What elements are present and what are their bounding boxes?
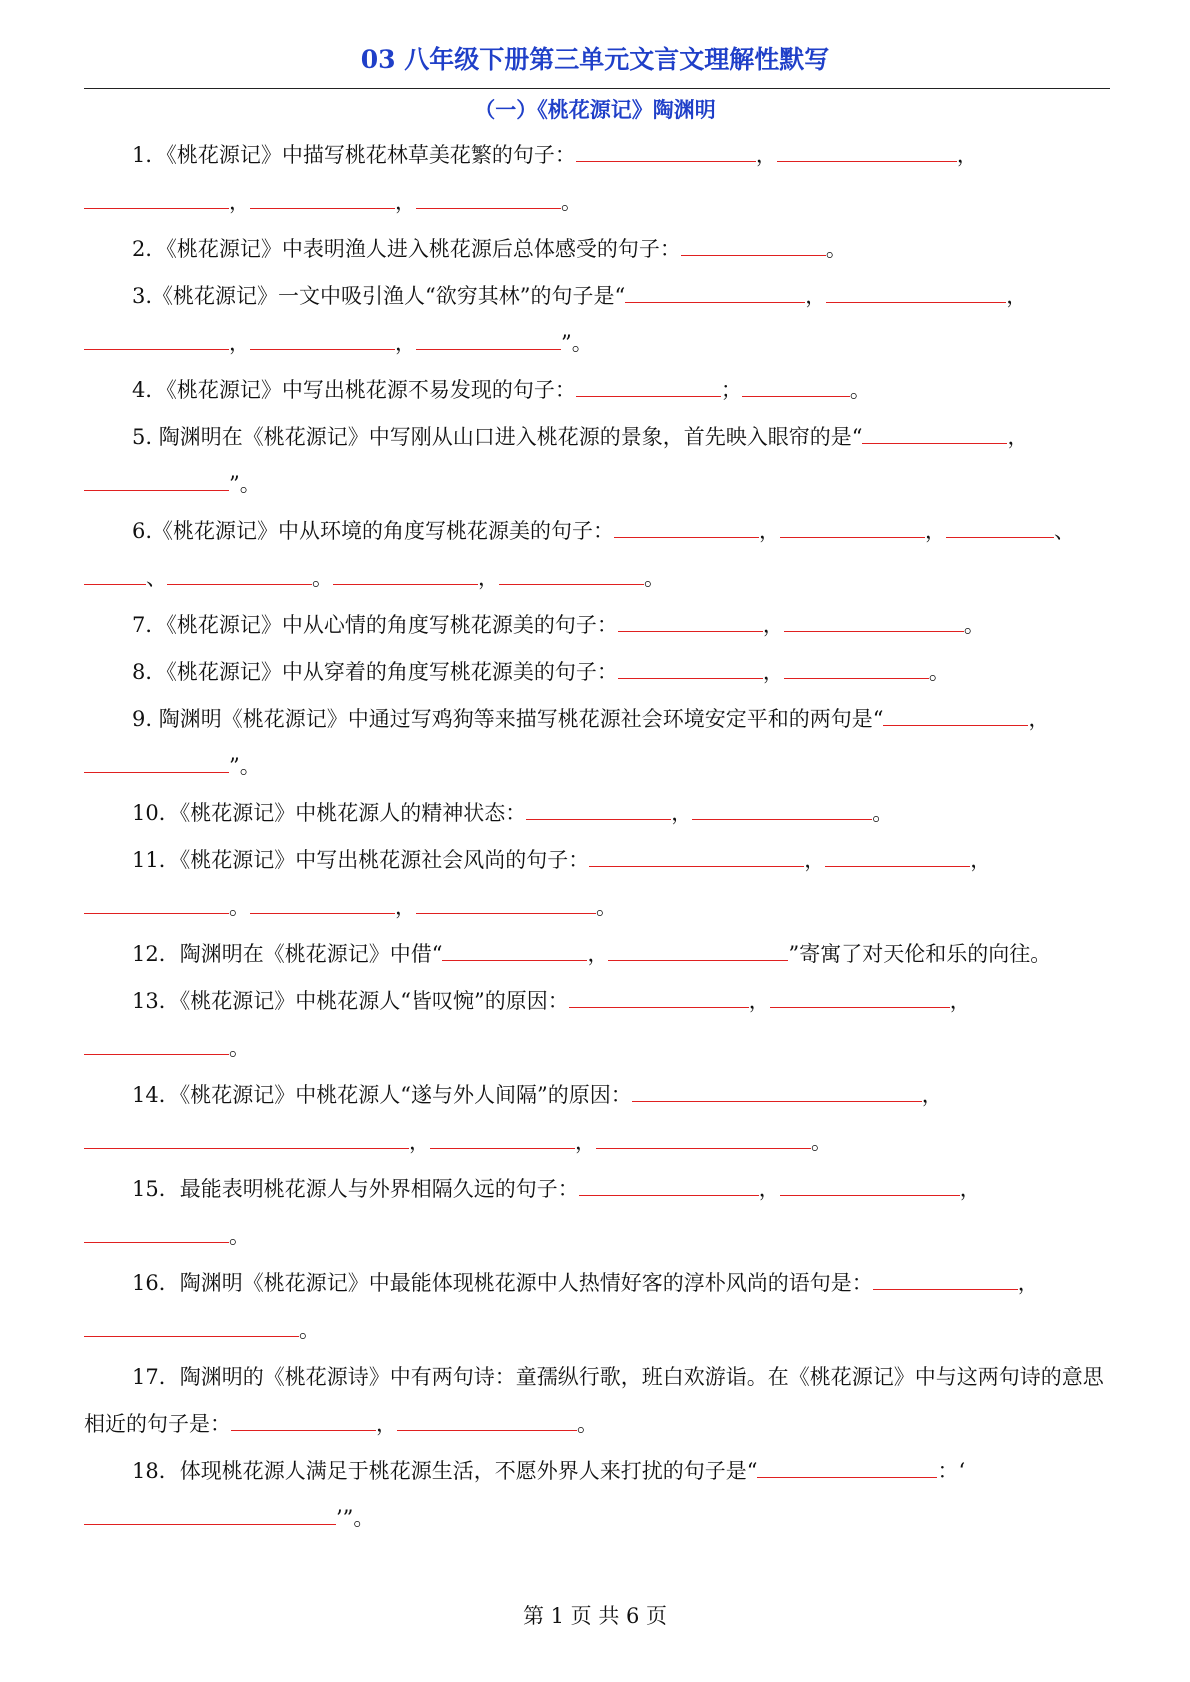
question-18: 18．体现桃花源人满足于桃花源生活，不愿外界人来打扰的句子是“ ：‘’”。 xyxy=(84,1448,1110,1542)
answer-blank[interactable] xyxy=(825,846,970,867)
question-list xyxy=(84,132,1110,1542)
answer-blank[interactable] xyxy=(416,893,596,914)
answer-blank[interactable] xyxy=(84,329,229,350)
answer-blank[interactable] xyxy=(946,517,1054,538)
answer-blank[interactable] xyxy=(608,940,788,961)
answer-blank[interactable] xyxy=(430,1128,575,1149)
question-15: 15．最能表明桃花源人与外界相隔久远的句子： ， ，。 xyxy=(84,1166,1110,1260)
answer-blank[interactable] xyxy=(250,188,395,209)
question-13: 13．《桃花源记》中桃花源人“皆叹惋”的原因： ， ，。 xyxy=(84,978,1110,1072)
question-7: 7．《桃花源记》中从心情的角度写桃花源美的句子： ， 。 xyxy=(132,613,985,637)
answer-blank[interactable] xyxy=(84,1034,229,1055)
question-6: 6.《桃花源记》中从环境的角度写桃花源美的句子： ， ， 、、 。 ， 。 xyxy=(84,508,1110,602)
answer-blank[interactable] xyxy=(862,423,1007,444)
question-12: 12．陶渊明在《桃花源记》中借“ ， ”寄寓了对天伦和乐的向往。 xyxy=(132,942,1052,966)
answer-blank[interactable] xyxy=(569,987,749,1008)
answer-blank[interactable] xyxy=(250,329,395,350)
answer-blank[interactable] xyxy=(84,752,229,773)
answer-blank[interactable] xyxy=(84,1316,299,1337)
answer-blank[interactable] xyxy=(416,329,561,350)
question-10: 10．《桃花源记》中桃花源人的精神状态： ， 。 xyxy=(132,801,894,825)
answer-blank[interactable] xyxy=(576,141,756,162)
answer-blank[interactable] xyxy=(231,1410,376,1431)
answer-blank[interactable] xyxy=(777,141,957,162)
answer-blank[interactable] xyxy=(883,705,1028,726)
answer-blank[interactable] xyxy=(589,846,804,867)
answer-blank[interactable] xyxy=(84,1222,229,1243)
answer-blank[interactable] xyxy=(625,282,805,303)
answer-blank[interactable] xyxy=(84,188,229,209)
question-16: 16．陶渊明《桃花源记》中最能体现桃花源中人热情好客的淳朴风尚的语句是： ，。 xyxy=(84,1260,1110,1354)
answer-blank[interactable] xyxy=(784,658,929,679)
answer-blank[interactable] xyxy=(499,564,644,585)
question-4: 4．《桃花源记》中写出桃花源不易发现的句子： ； 。 xyxy=(132,378,871,402)
answer-blank[interactable] xyxy=(84,564,146,585)
answer-blank[interactable] xyxy=(770,987,950,1008)
answer-blank[interactable] xyxy=(614,517,759,538)
answer-blank[interactable] xyxy=(780,1175,960,1196)
answer-blank[interactable] xyxy=(784,611,964,632)
answer-blank[interactable] xyxy=(681,235,826,256)
question-1: 1．《桃花源记》中描写桃花林草美花繁的句子： ， ，， ， 。 xyxy=(84,132,1110,226)
section-title: （一）《桃花源记》陶渊明 xyxy=(474,97,716,122)
answer-blank[interactable] xyxy=(526,799,671,820)
answer-blank[interactable] xyxy=(579,1175,759,1196)
answer-blank[interactable] xyxy=(416,188,561,209)
question-8: 8．《桃花源记》中从穿着的角度写桃花源美的句子： ， 。 xyxy=(132,660,950,684)
answer-blank[interactable] xyxy=(333,564,478,585)
document-title: 03 八年级下册第三单元文言文理解性默写 xyxy=(360,45,830,74)
question-2: 2．《桃花源记》中表明渔人进入桃花源后总体感受的句子： 。 xyxy=(132,237,847,261)
question-3: 3.《桃花源记》一文中吸引渔人“欲穷其林”的句子是“ ， ，， ， ”。 xyxy=(84,273,1110,367)
answer-blank[interactable] xyxy=(442,940,587,961)
answer-blank[interactable] xyxy=(84,1504,336,1525)
answer-blank[interactable] xyxy=(757,1457,937,1478)
title-divider xyxy=(84,88,1110,89)
question-14: 14．《桃花源记》中桃花源人“遂与外人间隔”的原因： ，， ， 。 xyxy=(84,1072,1110,1166)
answer-blank[interactable] xyxy=(84,893,229,914)
answer-blank[interactable] xyxy=(84,1128,409,1149)
answer-blank[interactable] xyxy=(576,376,721,397)
answer-blank[interactable] xyxy=(397,1410,577,1431)
answer-blank[interactable] xyxy=(692,799,872,820)
answer-blank[interactable] xyxy=(250,893,395,914)
page-number: 第 1 页 共 6 页 xyxy=(522,1604,668,1628)
answer-blank[interactable] xyxy=(873,1269,1018,1290)
answer-blank[interactable] xyxy=(618,611,763,632)
answer-blank[interactable] xyxy=(632,1081,922,1102)
question-5: 5. 陶渊明在《桃花源记》中写刚从山口进入桃花源的景象，首先映入眼帘的是“ ，”。 xyxy=(84,414,1110,508)
question-17: 17．陶渊明的《桃花源诗》中有两句诗：童孺纵行歌，班白欢游诣。在《桃花源记》中与这两句诗的意思相近的句子是： ， 。 xyxy=(84,1365,1104,1436)
answer-blank[interactable] xyxy=(84,470,229,491)
answer-blank[interactable] xyxy=(742,376,850,397)
answer-blank[interactable] xyxy=(780,517,925,538)
answer-blank[interactable] xyxy=(596,1128,811,1149)
answer-blank[interactable] xyxy=(826,282,1006,303)
question-11: 11．《桃花源记》中写出桃花源社会风尚的句子： ， ，。 ， 。 xyxy=(84,837,1110,931)
answer-blank[interactable] xyxy=(167,564,312,585)
answer-blank[interactable] xyxy=(618,658,763,679)
question-9: 9. 陶渊明《桃花源记》中通过写鸡狗等来描写桃花源社会环境安定平和的两句是“ ，”。 xyxy=(84,696,1110,790)
